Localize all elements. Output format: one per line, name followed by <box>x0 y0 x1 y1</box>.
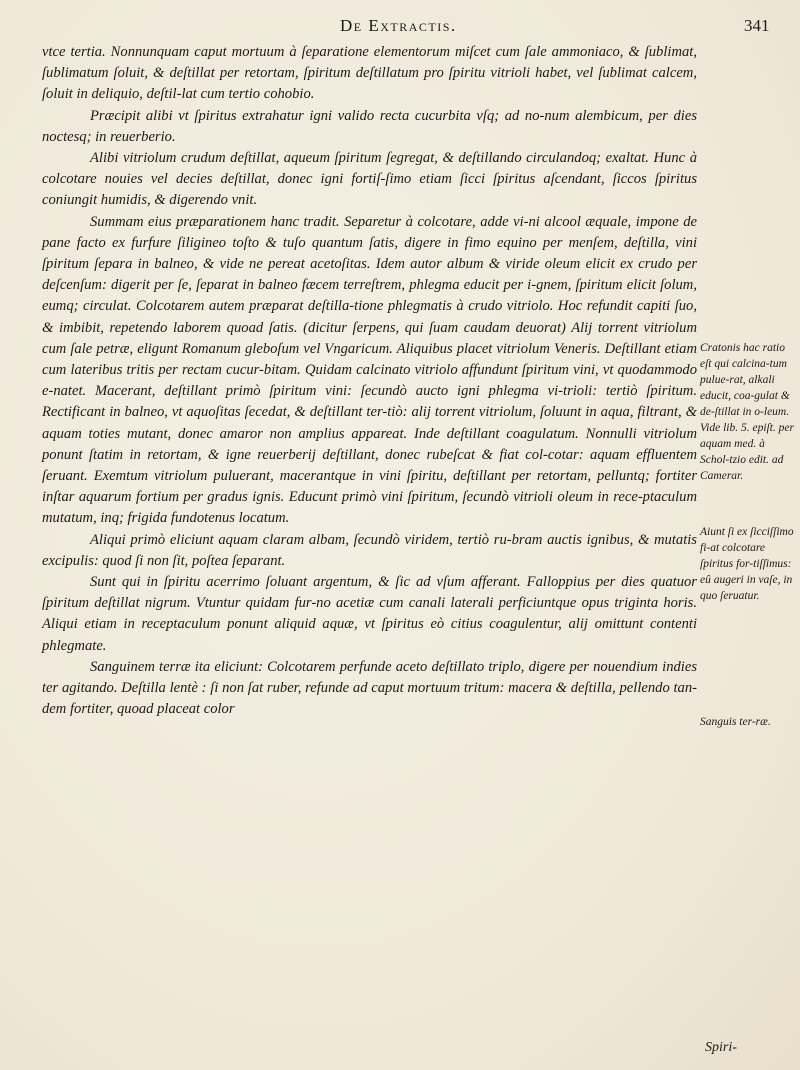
paragraph: Aliqui primò eliciunt aquam claram albam, ſecundò viridem, tertiò ru-bram auctis ignibus, & mutatis excipulis: quod ſi non ſit, poſtea ſeparant. <box>42 531 697 569</box>
paragraph: vtce tertia. Nonnunquam caput mortuum à ſeparatione elementorum miſcet cum ſale ammoniaco, & ſublimat, ſublimatum ſoluit, & deſtillat per retortam, ſpiritum deſtillatum pro ſpiritu vitrioli habet, vel ſublimat calcem, ſoluit in deliquio, deſtil-lat cum tertio cohobio. <box>42 44 697 103</box>
paragraph: Summam eius præparationem hanc tradit. Separetur à colcotare, adde vi-ni alcool æquale, impone de pane facto ex furfure ſiligineo toſto & tuſo quantum ſatis, digere in fimo equino per menſem, deſtilla, vini ſpiritum ſepara in balneo, & vide ne pereat acetoſitas. Idem autor album & viride oleum elicit ex crudo per deſcenſum: digerit per ſe, ſeparat in balneo fæcem terreſtrem, phlegma educit per i-gnem, ſpiritum elicit ſolum, eumq; circulat. Colcotarem autem præparat deſtilla-tione phlegmatis à crudo vitriolo. Hoc refundit capiti ſuo, & imbibit, repetendo laborem quoad ſatis. (dicitur ſerpens, qui ſuam caudam deuorat) Alij torrent vitriolum cum ſale petræ, eligunt Romanum gleboſum vel Vngaricum. Aliquibus placet vitriolum Veneris. Deſtillant etiam cum lateribus tritis per rectam cucur-bitam. Quidam calcinato vitriolo affundunt ſpiritum vini, vt quodammodo e-natet. Macerant, deſtillant primò ſpiritum vini: ſecundò aucto igni phlegma vi-trioli: tertiò ſpiritum. Rectificant in balneo, vt aquoſitas ſecedat, & deſtillant ter-tiò: alij torrent vitriolum, ſoluunt in aqua, filtrant, & aquam toties mutant, donec amaror non amplius appareat. Inde deſtillant coagulatum. Nonnulli vitriolum ponunt ſtatim in retortam, & igne reuerberij deſtillant, donec rubeſcat & fiat col-cotar: aquam effluentem ſeruant. Exemtum vitriolum puluerant, macerantque in vini ſpiritu, deſtillant per retortam, pelluntq; fortiter inſtar aquarum fortium per gradus ignis. Educunt primò vini ſpiritum, ſecundò vitrioli oleum in rece-ptaculum mutatum, inq; frigida fundotenus locatum. <box>42 213 697 527</box>
page-header <box>0 10 800 38</box>
marginal-note: Sanguis ter-ræ. <box>700 716 771 728</box>
paragraph: Sanguinem terræ ita eliciunt: Colcotarem perfunde aceto deſtillato triplo, digere per nouendium indies ter agitando. Deſtilla lentè : ſi non ſat ruber, refunde ad caput mortuum tritum: macera & deſtilla, pellendo tan-dem fortiter, quoad placeat color <box>42 658 697 718</box>
main-text <box>42 42 697 721</box>
marginal-note: Cratonis hac ratio eſt qui calcina-tum pulue-rat, alkali educit, coa-gulat & de-ſtillat in o-leum. Vide lib. 5. epiſt. per aquam med. à Schol-tzio edit. ad Camerar. <box>700 342 795 482</box>
marginal-notes <box>700 340 796 730</box>
catchword: Spiri- <box>705 1040 737 1055</box>
page-number: 341 <box>744 16 770 35</box>
running-head: De Extractis. <box>340 16 457 35</box>
paragraph: Præcipit alibi vt ſpiritus extrahatur igni valido recta cucurbita vſq; ad no-num alembicum, per dies noctesq; in reuerberio. <box>42 107 697 145</box>
paragraph: Sunt qui in ſpiritu acerrimo ſoluant argentum, & ſic ad vſum afferant. Falloppius per dies quatuor ſpiritum deſtillat nigrum. Vtuntur quidam fur-no acetiæ cum canali laterali perficiuntque opus triginta horis. Aliqui etiam in receptaculum ponunt aliquid aquæ, vt ſpiritus eò citius coagulentur, alij omittunt contenti phlegmate. <box>42 574 697 654</box>
marginal-note: Aiunt ſi ex ſicciſſimo fi-at colcotare ſpiritus for-tiſſimus: eû augeri in vaſe, in quo ſeruatur. <box>700 526 794 602</box>
paragraph: Alibi vitriolum crudum deſtillat, aqueum ſpiritum ſegregat, & deſtillando circulandoq; exaltat. Hunc à colcotare nouies vel decies deſtillat, donec igni fortiſ-ſimo etiam ſicci ſpiritus aſcendant, ſiccos ſpiritus coniungit humidis, & digerendo vnit. <box>42 150 697 209</box>
